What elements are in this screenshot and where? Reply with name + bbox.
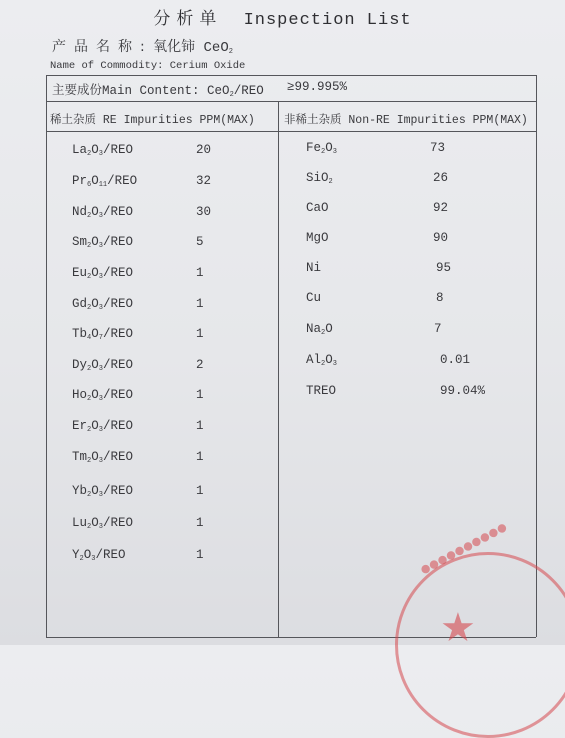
element-subscript: 6 [87, 181, 92, 189]
non-re-impurity-name [306, 384, 336, 399]
non-re-impurity-name [306, 261, 321, 276]
compound-subscript: 2 [328, 178, 333, 186]
re-impurity-name [72, 548, 125, 563]
re-impurity-name [72, 266, 133, 281]
oxygen-subscript: 3 [332, 360, 337, 368]
oxygen-symbol: O [91, 297, 99, 311]
main-content-value: ≥99.995% [287, 80, 348, 94]
element-symbol: Eu [72, 266, 88, 280]
ratio-suffix: /REO [107, 174, 138, 188]
oxygen-subscript: 3 [98, 304, 103, 312]
main-formula-sub: 2 [229, 91, 234, 99]
product-value: 氧化铈 [153, 39, 196, 55]
oxygen-subscript: 3 [98, 273, 103, 281]
seal-star-icon: ★ [440, 605, 476, 651]
oxygen-symbol: O [325, 353, 333, 367]
element-subscript: 2 [87, 212, 92, 220]
compound-symbol: Cu [306, 291, 322, 305]
element-subscript: 2 [87, 242, 92, 250]
re-impurity-name [72, 205, 133, 220]
re-impurity-name [72, 143, 133, 158]
compound-symbol: Fe [306, 141, 322, 155]
element-symbol: Lu [72, 516, 88, 530]
re-impurity-value: 1 [196, 297, 204, 311]
element-subscript: 2 [87, 395, 92, 403]
element-subscript: 2 [87, 304, 92, 312]
ratio-suffix: /REO [102, 484, 133, 498]
oxygen-symbol: O [91, 174, 99, 188]
oxygen-subscript: 3 [98, 523, 103, 531]
element-symbol: Tm [72, 450, 88, 464]
ratio-suffix: /REO [102, 266, 133, 280]
oxygen-symbol: O [91, 484, 99, 498]
oxygen-symbol: O [325, 322, 333, 336]
element-symbol: Tb [72, 327, 88, 341]
oxygen-subscript: 3 [98, 426, 103, 434]
ratio-suffix: /REO [102, 419, 133, 433]
element-symbol: Pr [72, 174, 88, 188]
element-subscript: 2 [87, 426, 92, 434]
non-re-impurities-header [284, 111, 528, 127]
table-right-border [536, 75, 537, 637]
re-impurity-value: 1 [196, 266, 204, 280]
oxygen-symbol: O [91, 235, 99, 249]
re-impurity-name [72, 358, 133, 373]
table-top-border [46, 75, 536, 76]
re-impurity-value: 1 [196, 548, 204, 562]
oxygen-subscript: 11 [98, 181, 108, 189]
re-impurity-name [72, 419, 133, 434]
element-symbol: Sm [72, 235, 88, 249]
compound-subscript: 2 [321, 360, 326, 368]
element-symbol: Er [72, 419, 88, 433]
compound-symbol: Na [306, 322, 322, 336]
non-re-impurity-name [306, 201, 329, 216]
oxygen-symbol: O [91, 450, 99, 464]
ratio-suffix: /REO [102, 205, 133, 219]
oxygen-subscript: 3 [91, 555, 96, 563]
main-content-en: Main Content: [102, 84, 208, 98]
company-seal [395, 519, 565, 738]
compound-symbol: MgO [306, 231, 329, 245]
element-symbol: Yb [72, 484, 88, 498]
product-label: 产品名称 [52, 39, 140, 55]
element-symbol: La [72, 143, 88, 157]
ratio-suffix: /REO [95, 548, 126, 562]
non-re-impurity-value: 99.04% [440, 384, 486, 398]
compound-subscript: 2 [321, 148, 326, 156]
re-impurity-value: 20 [196, 143, 212, 157]
re-impurity-value: 1 [196, 419, 204, 433]
oxygen-subscript: 3 [332, 148, 337, 156]
oxygen-symbol: O [91, 266, 99, 280]
ratio-suffix: /REO [102, 297, 133, 311]
element-symbol: Nd [72, 205, 88, 219]
re-impurity-name [72, 297, 133, 312]
document-title [0, 4, 565, 30]
non-re-impurity-name [306, 141, 337, 156]
non-re-impurity-name [306, 291, 321, 306]
re-impurity-name [72, 450, 133, 465]
oxygen-symbol: O [91, 419, 99, 433]
re-impurity-name [72, 174, 137, 189]
oxygen-symbol: O [91, 205, 99, 219]
re-impurity-value: 1 [196, 516, 204, 530]
table-left-border [46, 75, 47, 637]
element-subscript: 2 [87, 273, 92, 281]
element-symbol: Ho [72, 388, 88, 402]
oxygen-symbol: O [91, 516, 99, 530]
element-subscript: 4 [87, 334, 92, 342]
re-impurities-header [50, 111, 255, 127]
compound-symbol: SiO [306, 171, 329, 185]
re-impurity-value: 1 [196, 484, 204, 498]
formula-main: CeO [203, 40, 229, 56]
formula-sub: 2 [228, 48, 233, 56]
non-re-header-cn: 非稀土杂质 [284, 112, 342, 126]
header-divider [46, 131, 536, 132]
element-symbol: Gd [72, 297, 88, 311]
product-name-line [52, 36, 233, 56]
title-en: Inspection List [243, 11, 412, 30]
re-impurity-name [72, 235, 133, 250]
element-subscript: 2 [79, 555, 84, 563]
element-subscript: 2 [87, 150, 92, 158]
oxygen-subscript: 3 [98, 212, 103, 220]
non-re-impurity-value: 0.01 [440, 353, 471, 367]
main-content-label [52, 80, 264, 99]
ratio-suffix: /REO [102, 327, 133, 341]
re-header-en: RE Impurities PPM(MAX) [102, 114, 255, 127]
re-impurity-value: 5 [196, 235, 204, 249]
non-re-impurity-name [306, 231, 329, 246]
element-subscript: 2 [87, 523, 92, 531]
oxygen-subscript: 3 [98, 395, 103, 403]
re-impurity-value: 1 [196, 388, 204, 402]
oxygen-symbol: O [91, 358, 99, 372]
oxygen-subscript: 3 [98, 150, 103, 158]
re-impurity-name [72, 484, 133, 499]
oxygen-symbol: O [83, 548, 92, 562]
non-re-impurity-value: 92 [433, 201, 449, 215]
re-impurity-value: 30 [196, 205, 212, 219]
commodity-line: Name of Commodity: Cerium Oxide [50, 60, 246, 72]
ratio-suffix: /REO [102, 450, 133, 464]
non-re-impurity-value: 8 [436, 291, 444, 305]
ratio-suffix: /REO [102, 235, 133, 249]
oxygen-symbol: O [91, 327, 99, 341]
re-impurity-value: 32 [196, 174, 212, 188]
ratio-suffix: /REO [102, 143, 133, 157]
compound-symbol: CaO [306, 201, 329, 215]
element-symbol: Dy [72, 358, 88, 372]
colon: : [140, 39, 145, 55]
title-cn: 分析单 [153, 9, 223, 29]
compound-subscript: 2 [321, 329, 326, 337]
ratio-suffix: /REO [102, 516, 133, 530]
oxygen-subscript: 3 [98, 457, 103, 465]
oxygen-symbol: O [325, 141, 333, 155]
main-content-divider [46, 101, 536, 102]
non-re-header-en: Non-RE Impurities PPM(MAX) [348, 114, 528, 127]
non-re-impurity-value: 73 [430, 141, 446, 155]
re-impurity-value: 1 [196, 327, 204, 341]
non-re-impurity-name [306, 171, 333, 186]
compound-symbol: Ni [306, 261, 322, 275]
re-impurity-value: 1 [196, 450, 204, 464]
oxygen-symbol: O [91, 388, 99, 402]
non-re-impurity-value: 7 [434, 322, 442, 336]
main-formula-b: /REO [233, 84, 264, 98]
product-formula [204, 40, 233, 56]
non-re-impurity-value: 26 [433, 171, 449, 185]
re-impurity-name [72, 516, 133, 531]
re-impurity-name [72, 327, 133, 342]
oxygen-subscript: 3 [98, 491, 103, 499]
element-subscript: 2 [87, 491, 92, 499]
main-content-cn: 主要成份 [52, 82, 103, 97]
element-subscript: 2 [87, 365, 92, 373]
compound-symbol: Al [306, 353, 322, 367]
column-divider [278, 101, 279, 637]
seal-ring-text: ●●●●●●●●●● [418, 519, 509, 577]
oxygen-subscript: 3 [98, 242, 103, 250]
oxygen-subscript: 3 [98, 365, 103, 373]
ratio-suffix: /REO [102, 388, 133, 402]
non-re-impurity-name [306, 353, 337, 368]
re-impurity-name [72, 388, 133, 403]
ratio-suffix: /REO [102, 358, 133, 372]
re-impurity-value: 2 [196, 358, 204, 372]
element-subscript: 2 [87, 457, 92, 465]
oxygen-symbol: O [91, 143, 99, 157]
non-re-impurity-value: 90 [433, 231, 449, 245]
element-symbol: Y [72, 548, 80, 562]
re-header-cn: 稀土杂质 [50, 112, 96, 126]
main-formula-a: CeO [207, 84, 230, 98]
non-re-impurity-value: 95 [436, 261, 452, 275]
compound-symbol: TREO [306, 384, 337, 398]
non-re-impurity-name [306, 322, 333, 337]
oxygen-subscript: 7 [98, 334, 103, 342]
